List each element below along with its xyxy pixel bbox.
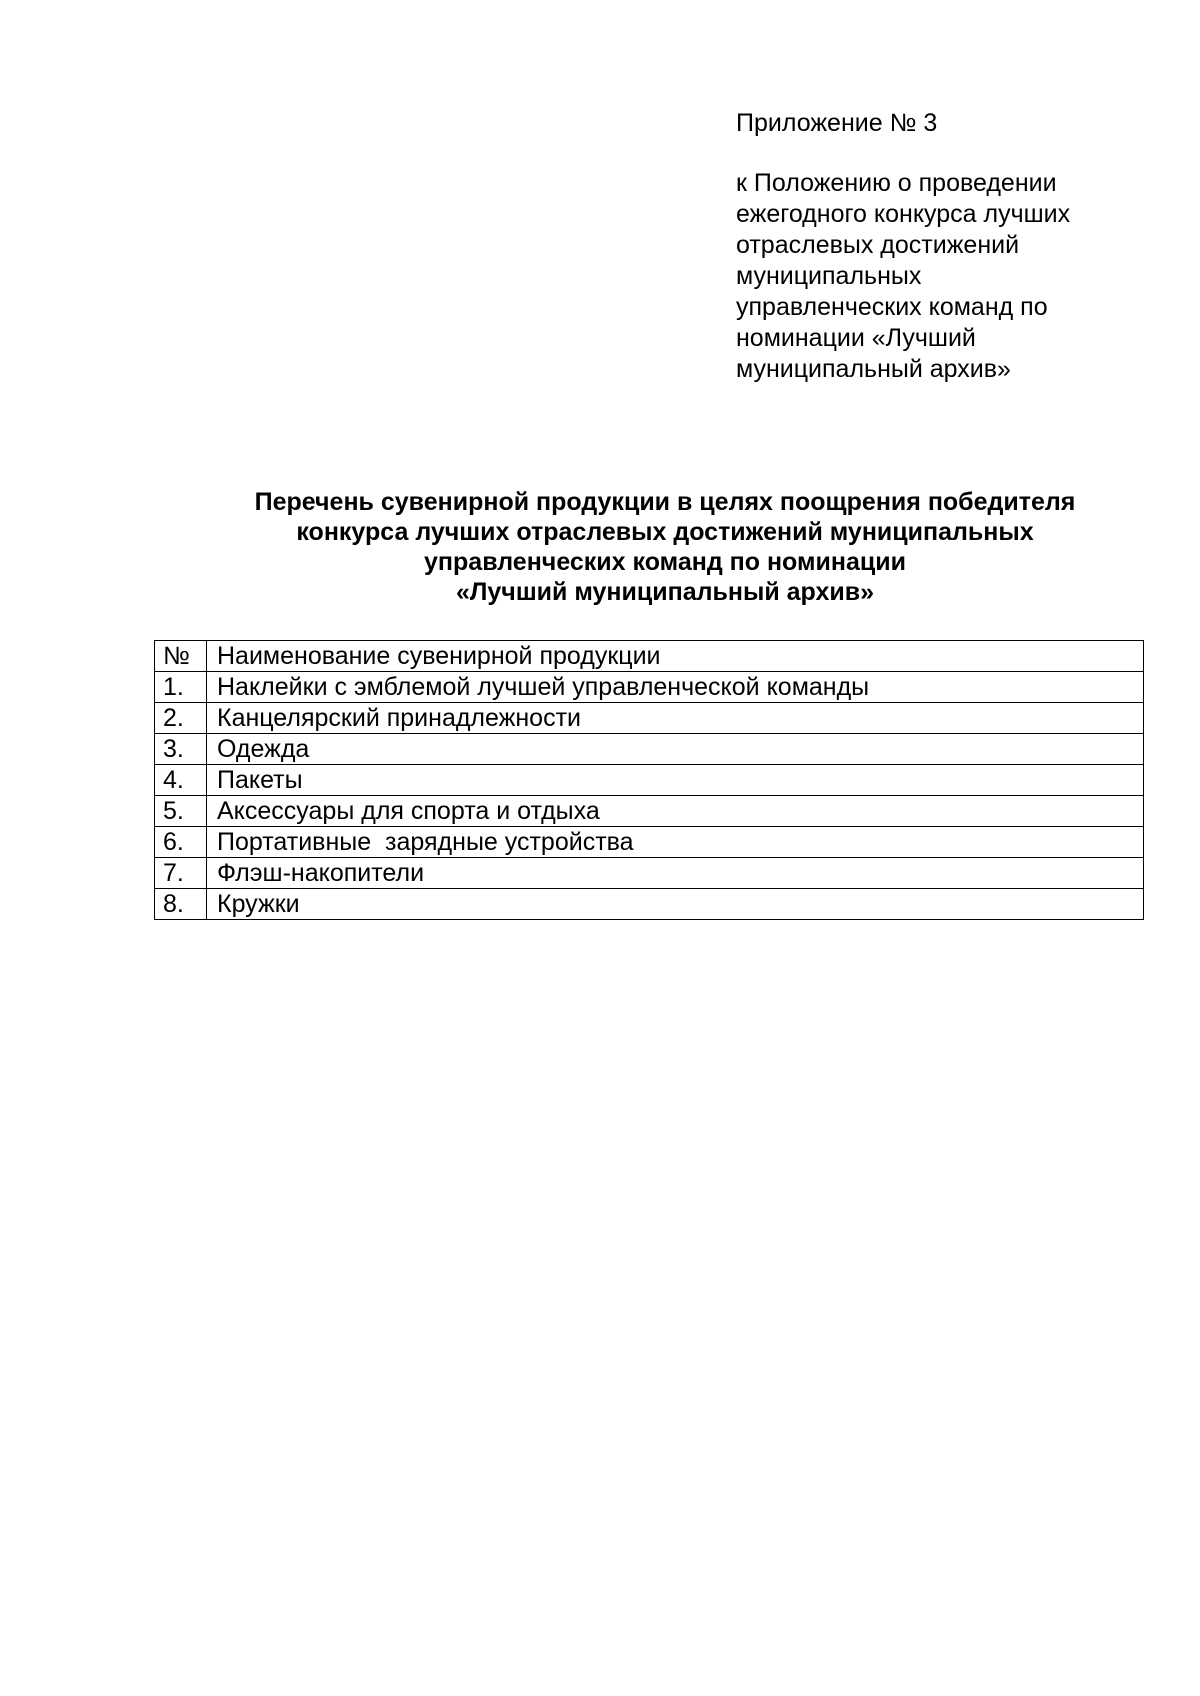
row-number: 3. — [155, 734, 207, 765]
row-number: 1. — [155, 672, 207, 703]
row-name: Наклейки с эмблемой лучшей управленческой команды — [207, 672, 1144, 703]
row-number: 6. — [155, 827, 207, 858]
annex-reference: к Положению о проведении ежегодного конкурса лучших отраслевых достижений муниципальных управленческих команд по номинации «Лучший муниципальный архив» — [736, 169, 1071, 383]
souvenir-table — [154, 640, 1144, 920]
table-row — [155, 827, 1144, 858]
row-number: 5. — [155, 796, 207, 827]
table-header-row — [155, 641, 1144, 672]
table-row — [155, 889, 1144, 920]
annex-block — [736, 108, 1156, 385]
row-name: Портативные зарядные устройства — [207, 827, 1144, 858]
row-name: Одежда — [207, 734, 1144, 765]
table-row — [155, 734, 1144, 765]
table-row — [155, 672, 1144, 703]
row-name: Пакеты — [207, 765, 1144, 796]
row-name: Канцелярский принадлежности — [207, 703, 1144, 734]
row-number: 2. — [155, 703, 207, 734]
document-title: Перечень сувенирной продукции в целях поощрения победителя конкурса лучших отраслевых достижений муниципальных управленческих команд по номинации «Лучший муниципальный архив» — [254, 488, 1076, 606]
row-number: 7. — [155, 858, 207, 889]
row-name: Флэш-накопители — [207, 858, 1144, 889]
annex-number: Приложение № 3 — [736, 109, 938, 137]
header-number: № — [155, 641, 207, 672]
table-row — [155, 765, 1144, 796]
table-row — [155, 858, 1144, 889]
row-name: Кружки — [207, 889, 1144, 920]
table-row — [155, 703, 1144, 734]
table-row — [155, 796, 1144, 827]
row-number: 8. — [155, 889, 207, 920]
row-name: Аксессуары для спорта и отдыха — [207, 796, 1144, 827]
header-name: Наименование сувенирной продукции — [207, 641, 1144, 672]
row-number: 4. — [155, 765, 207, 796]
